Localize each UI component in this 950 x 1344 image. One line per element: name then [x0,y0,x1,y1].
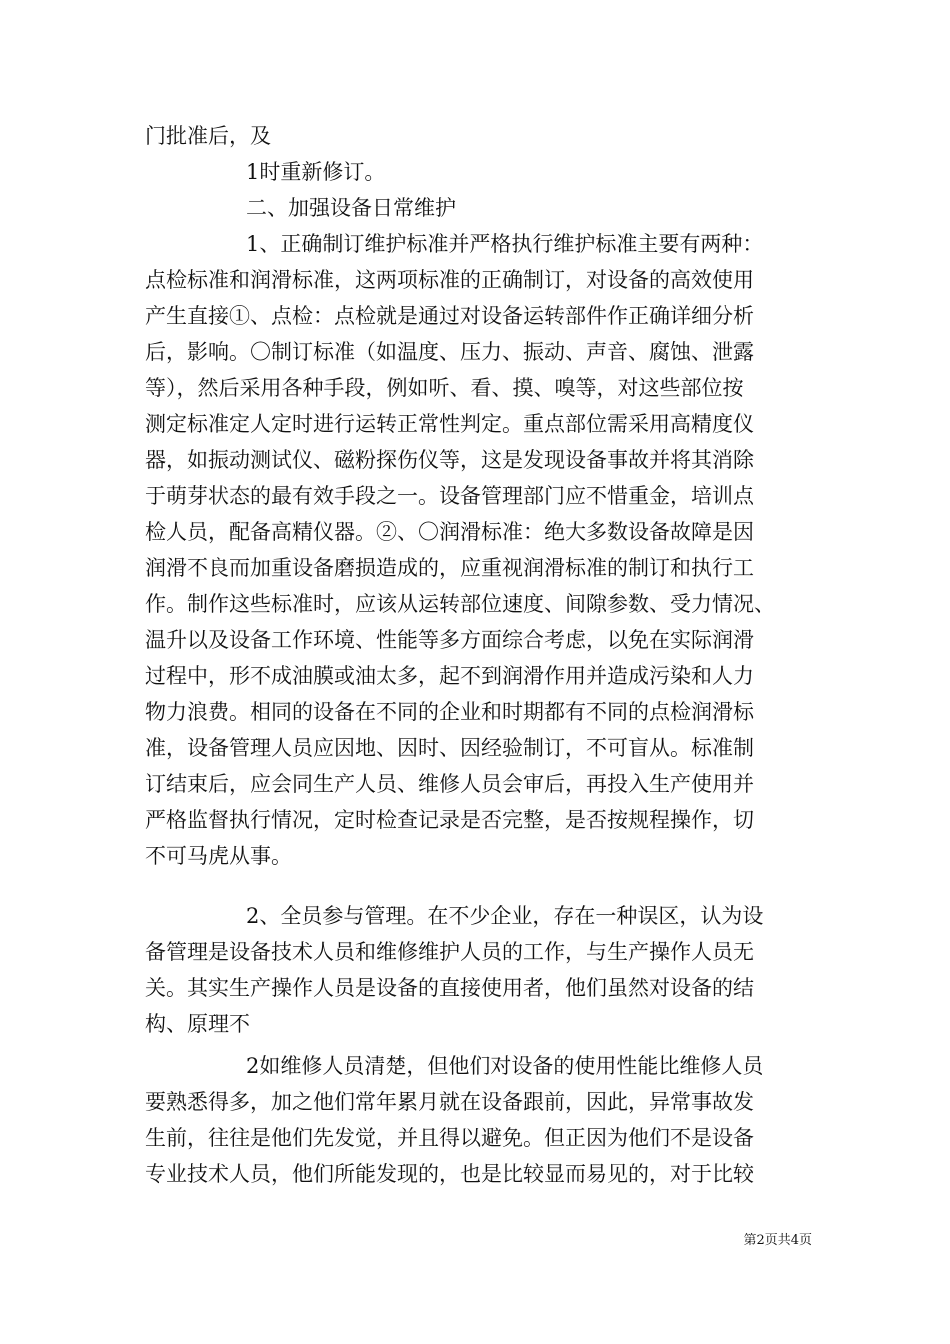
text-line: 测定标准定人定时进行运转正常性判定。重点部位需采用高精度仪 [145,412,754,436]
text-line: 准，设备管理人员应因地、因时、因经验制订，不可盲从。标准制 [145,736,754,760]
text-line: 关。其实生产操作人员是设备的直接使用者，他们虽然对设备的结 [145,976,754,1000]
text-line: 生前，往往是他们先发觉，并且得以避免。但正因为他们不是设备 [145,1126,754,1150]
section-heading: 二、加强设备日常维护 [246,196,456,220]
text-line: 备管理是设备技术人员和维修维护人员的工作，与生产操作人员无 [145,940,754,964]
text-line: 1时重新修订。 [246,160,386,184]
text-line: 于萌芽状态的最有效手段之一。设备管理部门应不惜重金，培训点 [145,484,754,508]
text-line: 2、全员参与管理。在不少企业，存在一种误区，认为设 [246,904,764,928]
page-number: 第2页共4页 [743,1233,812,1248]
text-line: 等），然后采用各种手段，例如听、看、摸、嗅等，对这些部位按 [145,376,744,400]
text-line: 严格监督执行情况，定时检查记录是否完整，是否按规程操作，切 [145,808,754,832]
text-line: 1、正确制订维护标准并严格执行维护标准主要有两种： [246,232,764,256]
text-line: 要熟悉得多，加之他们常年累月就在设备跟前，因此，异常事故发 [145,1090,754,1114]
text-line: 作。制作这些标准时，应该从运转部位速度、间隙参数、受力情况、 [145,592,775,616]
text-line: 不可马虎从事。 [145,844,292,868]
text-line: 温升以及设备工作环境、性能等多方面综合考虑，以免在实际润滑 [145,628,754,652]
text-line: 点检标准和润滑标准，这两项标准的正确制订，对设备的高效使用 [145,268,754,292]
text-line: 后，影响。〇制订标准（如温度、压力、振动、声音、腐蚀、泄露 [145,340,754,364]
text-line: 物力浪费。相同的设备在不同的企业和时期都有不同的点检润滑标 [145,700,754,724]
text-line: 门批准后，及 [145,124,271,148]
text-line: 润滑不良而加重设备磨损造成的，应重视润滑标准的制订和执行工 [145,556,754,580]
text-line: 专业技术人员，他们所能发现的，也是比较显而易见的，对于比较 [145,1162,754,1186]
text-line: 器，如振动测试仪、磁粉探伤仪等，这是发现设备事故并将其消除 [145,448,754,472]
text-line: 产生直接①、点检：点检就是通过对设备运转部件作正确详细分析 [145,304,754,328]
text-line: 2如维修人员清楚，但他们对设备的使用性能比维修人员 [246,1054,764,1078]
text-line: 过程中，形不成油膜或油太多，起不到润滑作用并造成污染和人力 [145,664,754,688]
text-line: 订结束后，应会同生产人员、维修人员会审后，再投入生产使用并 [145,772,754,796]
text-line: 构、原理不 [145,1012,250,1036]
text-line: 检人员，配备高精仪器。②、〇润滑标准：绝大多数设备故障是因 [145,520,754,544]
